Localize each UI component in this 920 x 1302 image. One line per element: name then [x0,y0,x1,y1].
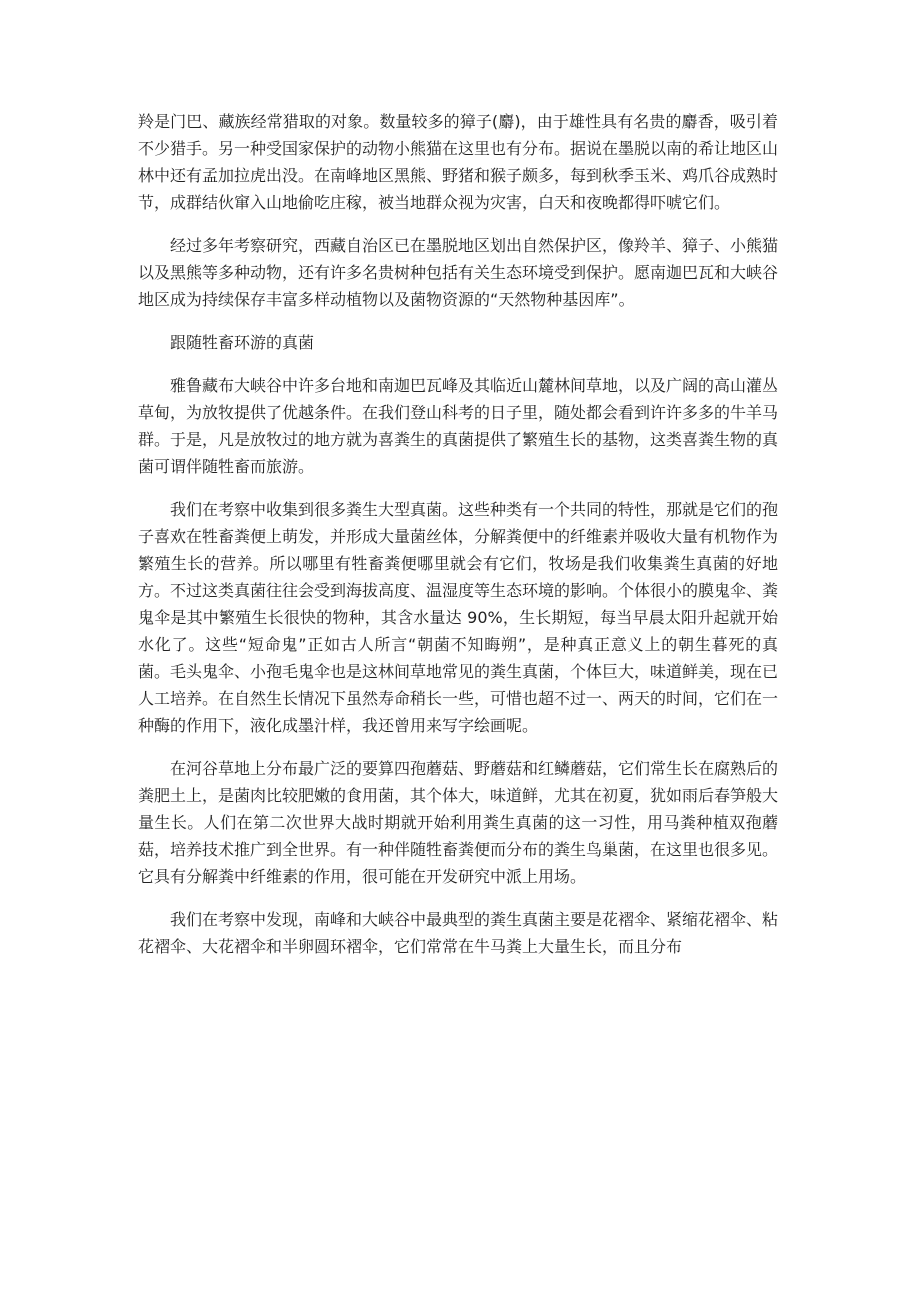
paragraph-dung-fungi: 我们在考察中收集到很多粪生大型真菌。这些种类有一个共同的特性，那就是它们的孢子喜欢在牲畜粪便上萌发，并形成大量菌丝体，分解粪便中的纤维素并吸收大量有机物作为繁殖生长的营养。所以哪里有牲畜粪便哪里就会有它们，牧场是我们收集粪生真菌的好地方。不过这类真菌往往会受到海拔高度、温湿度等生态环境的影响。个体很小的膜鬼伞、粪鬼伞是其中繁殖生长很快的物种，其含水量达 90%，生长期短，每当早晨太阳升起就开始水化了。这些“短命鬼”正如古人所言“朝菌不知晦朔”，是种真正意义上的朝生暮死的真菌。毛头鬼伞、小孢毛鬼伞也是这林间草地常见的粪生真菌，个体巨大，味道鲜美，现在已人工培养。在自然生长情况下虽然寿命稍长一些，可惜也超不过一、两天的时间，它们在一种酶的作用下，液化成墨汁样，我还曾用来写字绘画呢。 [138,500,779,735]
paragraph-typical-fungi: 我们在考察中发现，南峰和大峡谷中最典型的粪生真菌主要是花褶伞、紧缩花褶伞、粘花褶伞、大花褶伞和半卵圆环褶伞，它们常常在牛马粪上大量生长，而且分布 [138,910,779,956]
paragraph-wildlife-hunting: 羚是门巴、藏族经常猎取的对象。数量较多的獐子(麝)，由于雄性具有名贵的麝香，吸引着不少猎手。另一种受国家保护的动物小熊猫在这里也有分布。据说在墨脱以南的希让地区山林中还有孟加拉虎出没。在南峰地区黑熊、野猪和猴子颇多，每到秋季玉米、鸡爪谷成熟时节，成群结伙窜入山地偷吃庄稼，被当地群众视为灾害，白天和夜晚都得吓唬它们。 [138,112,779,212]
section-heading: 跟随牲畜环游的真菌 [170,333,315,352]
paragraph-mushrooms: 在河谷草地上分布最广泛的要算四孢蘑菇、野蘑菇和红鳞蘑菇，它们常生长在腐熟后的粪肥土上，是菌肉比较肥嫩的食用菌，其个体大，味道鲜，尤其在初夏，犹如雨后春笋般大量生长。人们在第二次世界大战时期就开始利用粪生真菌的这一习性，用马粪种植双孢蘑菇，培养技术推广到全世界。有一种伴随牲畜粪便而分布的粪生鸟巢菌，在这里也很多见。它具有分解粪中纤维素的作用，很可能在开发研究中派上用场。 [138,759,779,886]
paragraph-grazing-land: 雅鲁藏布大峡谷中许多台地和南迦巴瓦峰及其临近山麓林间草地，以及广阔的高山灌丛草甸，为放牧提供了优越条件。在我们登山科考的日子里，随处都会看到许许多多的牛羊马群。于是，凡是放牧过的地方就为喜粪生的真菌提供了繁殖生长的基物，这类喜粪生物的真菌可谓伴随牲畜而旅游。 [138,376,779,476]
paragraph-nature-reserve: 经过多年考察研究，西藏自治区已在墨脱地区划出自然保护区，像羚羊、獐子、小熊猫以及黑熊等多种动物，还有许多名贵树种包括有关生态环境受到保护。愿南迦巴瓦和大峡谷地区成为持续保存丰富多样动植物以及菌物资源的“天然物种基因库”。 [138,236,779,309]
document-page [138,108,778,976]
